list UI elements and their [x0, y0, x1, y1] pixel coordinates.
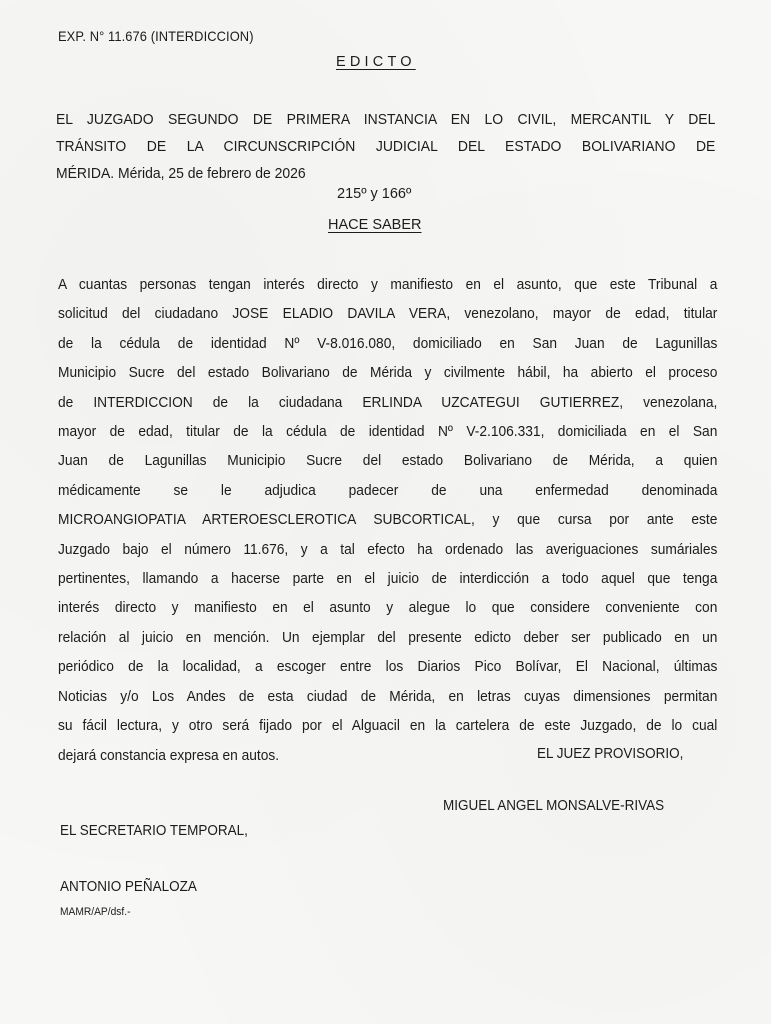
judge-name: MIGUEL ANGEL MONSALVE-RIVAS: [443, 798, 665, 814]
expediente-number: EXP. N° 11.676 (INTERDICCION): [58, 28, 254, 44]
court-line: MÉRIDA. Mérida, 25 de febrero de 2026: [56, 165, 306, 182]
body-line: Juan de Lagunillas Municipio Sucre del estado Bolivariano de Mérida, a quien: [58, 453, 718, 470]
body-line: pertinentes, llamando a hacerse parte en el juicio de interdicción a todo aquel que tenga: [58, 571, 718, 588]
body-line: dejará constancia expresa en autos.: [58, 747, 280, 764]
court-line: TRÁNSITO DE LA CIRCUNSCRIPCIÓN JUDICIAL DEL ESTADO BOLIVARIANO DE: [56, 138, 716, 155]
body-line: solicitud del ciudadano JOSE ELADIO DAVILA VERA, venezolano, mayor de edad, titular: [58, 306, 718, 323]
section-heading: HACE SABER: [328, 217, 422, 233]
body-line: interés directo y manifiesto en el asunto y alegue lo que considere conveniente con: [58, 600, 718, 617]
secretary-name: ANTONIO PEÑALOZA: [60, 879, 197, 895]
court-line: EL JUZGADO SEGUNDO DE PRIMERA INSTANCIA EN LO CIVIL, MERCANTIL Y DEL: [56, 111, 716, 128]
body-line: periódico de la localidad, a escoger entre los Diarios Pico Bolívar, El Nacional, últimas: [58, 659, 718, 676]
years-line: 215º y 166º: [337, 186, 412, 202]
body-line: A cuantas personas tengan interés directo y manifiesto en el asunto, que este Tribunal a: [58, 277, 718, 293]
edict-body: [58, 271, 718, 771]
body-line: MICROANGIOPATIA ARTEROESCLEROTICA SUBCORTICAL, y que cursa por ante este: [58, 512, 718, 529]
body-line: Juzgado bajo el número 11.676, y a tal efecto ha ordenado las averiguaciones sumáriales: [58, 541, 718, 558]
reference-initials: MAMR/AP/dsf.-: [60, 906, 131, 918]
document-title: EDICTO: [336, 54, 416, 70]
judge-title: EL JUEZ PROVISORIO,: [537, 746, 684, 762]
body-line: mayor de edad, titular de la cédula de identidad Nº V-2.106.331, domiciliada en el San: [58, 424, 718, 441]
body-line: de INTERDICCION de la ciudadana ERLINDA UZCATEGUI GUTIERREZ, venezolana,: [58, 394, 718, 411]
body-line: Noticias y/o Los Andes de esta ciudad de Mérida, en letras cuyas dimensiones permitan: [58, 688, 718, 705]
body-line: Municipio Sucre del estado Bolivariano de Mérida y civilmente hábil, ha abierto el proceso: [58, 365, 718, 382]
body-line: su fácil lectura, y otro será fijado por el Alguacil en la cartelera de este Juzgado, de lo cual: [58, 718, 718, 735]
body-line: médicamente se le adjudica padecer de una enfermedad denominada: [58, 482, 718, 499]
body-line: relación al juicio en mención. Un ejemplar del presente edicto deber ser publicado en un: [58, 629, 718, 646]
court-header: [56, 106, 716, 187]
body-line: de la cédula de identidad Nº V-8.016.080, domiciliado en San Juan de Lagunillas: [58, 335, 718, 352]
secretary-title: EL SECRETARIO TEMPORAL,: [60, 823, 248, 839]
